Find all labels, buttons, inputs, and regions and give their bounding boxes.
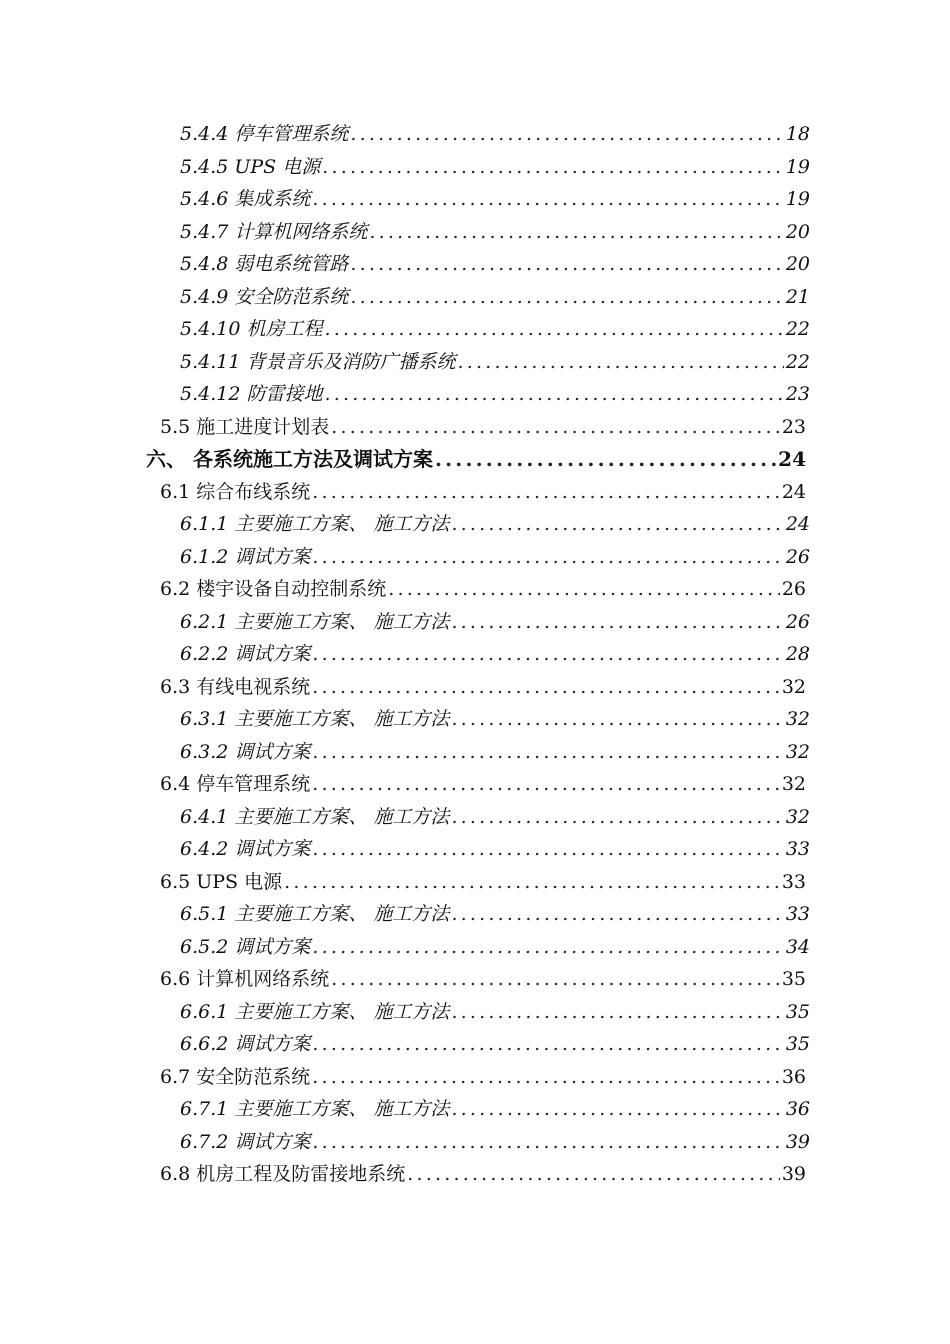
toc-page-number: 22 xyxy=(785,318,810,340)
toc-entry-title: 6.3.2 调试方案 xyxy=(180,740,311,763)
toc-entry-title: 6.3 有线电视系统 xyxy=(160,675,311,698)
toc-entry-title: 5.4.10 机房工程 xyxy=(180,318,323,340)
toc-entry-title: 5.4.7 计算机网络系统 xyxy=(180,220,368,243)
toc-page-number: 19 xyxy=(785,155,810,178)
toc-entry-title: 6.1 综合布线系统 xyxy=(160,480,311,503)
toc-entry-title: 6.5 UPS 电源 xyxy=(160,870,283,893)
toc-entry[interactable] xyxy=(0,508,810,541)
toc-entry-title: 6.4.1 主要施工方案、 施工方法 xyxy=(180,805,450,828)
toc-dot-leader xyxy=(451,898,783,931)
toc-entry-title: 6.3.1 主要施工方案、 施工方法 xyxy=(180,708,450,730)
toc-entry[interactable] xyxy=(0,151,810,184)
toc-entry[interactable] xyxy=(0,671,806,704)
toc-entry[interactable] xyxy=(0,443,806,476)
toc-entry[interactable] xyxy=(0,346,810,379)
toc-page-number: 33 xyxy=(781,870,806,893)
toc-entry[interactable] xyxy=(0,281,810,314)
toc-page-number: 22 xyxy=(785,350,810,373)
toc-entry-title: 6.7.1 主要施工方案、 施工方法 xyxy=(180,1098,450,1120)
toc-dot-leader xyxy=(451,801,783,834)
toc-dot-leader xyxy=(284,866,780,899)
toc-dot-leader xyxy=(312,1126,783,1159)
toc-entry[interactable] xyxy=(0,313,810,346)
toc-page-number: 39 xyxy=(781,1163,806,1185)
toc-entry-title: 6.2 楼宇设备自动控制系统 xyxy=(160,578,387,600)
toc-page-number: 24 xyxy=(781,480,806,503)
toc-dot-leader xyxy=(312,931,783,964)
toc-entry-title: 6.5.2 调试方案 xyxy=(180,935,311,958)
toc-entry[interactable] xyxy=(0,606,810,639)
toc-dot-leader xyxy=(451,996,783,1029)
toc-entry[interactable] xyxy=(0,1028,810,1061)
toc-entry[interactable] xyxy=(0,541,810,574)
toc-page-number: 23 xyxy=(785,383,810,405)
toc-entry-title: 6.4 停车管理系统 xyxy=(160,773,311,795)
toc-dot-leader xyxy=(312,476,780,509)
toc-page-number: 26 xyxy=(781,578,806,600)
toc-page-number: 28 xyxy=(785,643,810,665)
toc-entry[interactable] xyxy=(0,963,806,996)
toc-dot-leader xyxy=(312,183,783,216)
toc-entry-title: 5.5 施工进度计划表 xyxy=(160,415,330,438)
toc-entry[interactable] xyxy=(0,866,806,899)
toc-entry-title: 6.6.1 主要施工方案、 施工方法 xyxy=(180,1000,450,1023)
toc-dot-leader xyxy=(451,703,783,736)
toc-page-number: 32 xyxy=(781,675,806,698)
toc-entry[interactable] xyxy=(0,1158,806,1191)
toc-page-number: 20 xyxy=(785,253,810,275)
toc-page-number: 26 xyxy=(785,610,810,633)
toc-page-number: 35 xyxy=(785,1033,810,1055)
toc-entry[interactable] xyxy=(0,411,806,444)
toc-entry[interactable] xyxy=(0,1126,810,1159)
toc-page-number: 32 xyxy=(785,740,810,763)
toc-dot-leader xyxy=(331,411,780,444)
toc-page-number: 36 xyxy=(785,1098,810,1120)
toc-entry-title: 5.4.8 弱电系统管路 xyxy=(180,253,349,275)
table-of-contents xyxy=(0,118,950,1191)
toc-page-number: 21 xyxy=(785,285,810,308)
toc-entry[interactable] xyxy=(0,476,806,509)
toc-page-number: 39 xyxy=(785,1130,810,1153)
toc-entry[interactable] xyxy=(0,573,806,606)
toc-entry[interactable] xyxy=(0,638,810,671)
toc-entry[interactable] xyxy=(0,1093,810,1126)
toc-dot-leader xyxy=(324,313,783,346)
toc-page-number: 32 xyxy=(785,805,810,828)
toc-entry-title: 6.6 计算机网络系统 xyxy=(160,968,330,990)
toc-entry[interactable] xyxy=(0,736,810,769)
toc-entry-title: 5.4.6 集成系统 xyxy=(180,188,311,210)
toc-entry-title: 5.4.9 安全防范系统 xyxy=(180,285,349,308)
toc-dot-leader xyxy=(312,638,783,671)
toc-dot-leader xyxy=(435,443,776,476)
toc-entry[interactable] xyxy=(0,118,810,151)
toc-page-number: 35 xyxy=(785,1000,810,1023)
toc-dot-leader xyxy=(451,606,783,639)
toc-dot-leader xyxy=(324,378,783,411)
toc-page-number: 23 xyxy=(781,415,806,438)
toc-dot-leader xyxy=(350,248,783,281)
toc-dot-leader xyxy=(312,541,783,574)
toc-dot-leader xyxy=(350,118,783,151)
toc-entry[interactable] xyxy=(0,931,810,964)
toc-entry[interactable] xyxy=(0,216,810,249)
toc-dot-leader xyxy=(312,736,783,769)
toc-entry-title: 5.4.4 停车管理系统 xyxy=(180,123,349,145)
toc-dot-leader xyxy=(312,768,780,801)
toc-dot-leader xyxy=(312,671,780,704)
toc-page-number: 32 xyxy=(785,708,810,730)
toc-dot-leader xyxy=(407,1158,780,1191)
toc-page-number: 36 xyxy=(781,1065,806,1088)
toc-page-number: 18 xyxy=(785,123,810,145)
toc-dot-leader xyxy=(388,573,780,606)
toc-dot-leader xyxy=(451,508,783,541)
toc-entry-title: 6.7.2 调试方案 xyxy=(180,1130,311,1153)
toc-dot-leader xyxy=(331,963,780,996)
toc-dot-leader xyxy=(451,1093,783,1126)
toc-entry[interactable] xyxy=(0,248,810,281)
toc-entry-title: 6.4.2 调试方案 xyxy=(180,838,311,860)
toc-entry-title: 6.2.2 调试方案 xyxy=(180,643,311,665)
toc-entry-title: 6.6.2 调试方案 xyxy=(180,1033,311,1055)
toc-entry-title: 六、 各系统施工方法及调试方案 xyxy=(146,447,433,471)
toc-dot-leader xyxy=(312,1061,780,1094)
toc-page-number: 24 xyxy=(778,447,806,471)
toc-page-number: 32 xyxy=(781,773,806,795)
toc-page-number: 33 xyxy=(785,903,810,925)
toc-entry-title: 5.4.12 防雷接地 xyxy=(180,383,323,405)
toc-entry[interactable] xyxy=(0,1061,806,1094)
toc-entry-title: 5.4.5 UPS 电源 xyxy=(180,155,321,178)
toc-page-number: 19 xyxy=(785,188,810,210)
toc-entry[interactable] xyxy=(0,801,810,834)
toc-entry[interactable] xyxy=(0,703,810,736)
toc-entry-title: 6.8 机房工程及防雷接地系统 xyxy=(160,1163,406,1185)
toc-page-number: 20 xyxy=(785,220,810,243)
toc-entry-title: 6.5.1 主要施工方案、 施工方法 xyxy=(180,903,450,925)
toc-page-number: 34 xyxy=(785,935,810,958)
toc-entry[interactable] xyxy=(0,378,810,411)
toc-page-number: 35 xyxy=(781,968,806,990)
toc-dot-leader xyxy=(457,346,783,379)
toc-entry-title: 6.7 安全防范系统 xyxy=(160,1065,311,1088)
toc-entry-title: 6.1.2 调试方案 xyxy=(180,545,311,568)
toc-entry-title: 6.1.1 主要施工方案、 施工方法 xyxy=(180,513,450,535)
toc-page-number: 24 xyxy=(785,513,810,535)
toc-page-number: 33 xyxy=(785,838,810,860)
toc-entry[interactable] xyxy=(0,183,810,216)
toc-entry-title: 5.4.11 背景音乐及消防广播系统 xyxy=(180,350,456,373)
toc-dot-leader xyxy=(350,281,783,314)
toc-entry[interactable] xyxy=(0,996,810,1029)
toc-entry[interactable] xyxy=(0,833,810,866)
toc-dot-leader xyxy=(369,216,783,249)
toc-entry-title: 6.2.1 主要施工方案、 施工方法 xyxy=(180,610,450,633)
toc-dot-leader xyxy=(312,833,783,866)
toc-page-number: 26 xyxy=(785,545,810,568)
toc-entry[interactable] xyxy=(0,898,810,931)
toc-dot-leader xyxy=(312,1028,783,1061)
toc-entry[interactable] xyxy=(0,768,806,801)
toc-dot-leader xyxy=(322,151,784,184)
